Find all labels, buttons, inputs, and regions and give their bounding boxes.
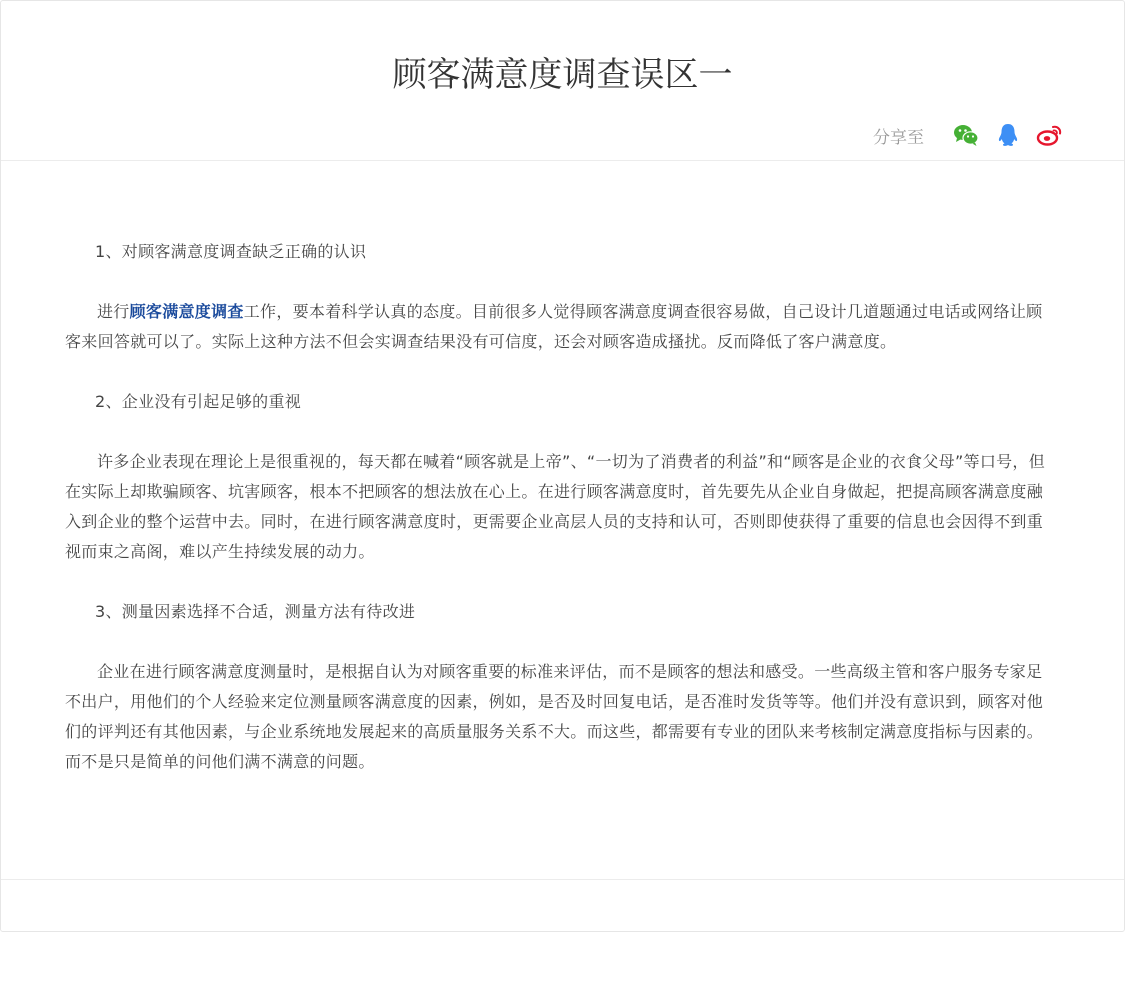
qq-icon[interactable]	[994, 121, 1022, 149]
section-heading: 3、测量因素选择不合适，测量方法有待改进	[95, 602, 416, 621]
section-paragraph: 许多企业表现在理论上是很重视的，每天都在喊着“顾客就是上帝”、“一切为了消费者的利益”和“顾客是企业的衣食父母”等口号，但在实际上却欺骗顾客、坑害顾客，根本不把顾客的想法放在心上。在进行顾客满意度时，首先要先从企业自身做起，把提高顾客满意度融入到企业的整个运营中去。同时，在进行顾客满意度时，更需要企业高层人员的支持和认可，否则即使获得了重要的信息也会因得不到重视而束之高阁，难以产生持续发展的动力。	[65, 452, 1046, 561]
article-title: 顾客满意度调查误区一	[392, 55, 733, 95]
article-header	[1, 1, 1124, 161]
paragraph-text: 进行	[97, 302, 130, 321]
share-bar	[873, 120, 1064, 150]
share-label: 分享至	[873, 127, 924, 148]
weibo-icon[interactable]	[1036, 121, 1064, 149]
section-heading: 2、企业没有引起足够的重视	[95, 392, 302, 411]
footer-divider	[1, 879, 1124, 880]
paragraph-text: 工作，要本着科学认真的态度。目前很多人觉得顾客满意度调查很容易做，自己设计几道题通过电话或网络让顾客来回答就可以了。实际上这种方法不但会实调查结果没有可信度，还会对顾客造成搔扰。反而降低了客户满意度。	[65, 302, 1043, 351]
section-paragraph: 企业在进行顾客满意度测量时，是根据自认为对顾客重要的标准来评估，而不是顾客的想法和感受。一些高级主管和客户服务专家足不出户，用他们的个人经验来定位测量顾客满意度的因素，例如，是否及时回复电话，是否准时发货等等。他们并没有意识到，顾客对他们的评判还有其他因素，与企业系统地发展起来的高质量服务关系不大。而这些，都需要有专业的团队来考核制定满意度指标与因素的。而不是只是简单的问他们满不满意的问题。	[65, 662, 1044, 771]
section-paragraph	[65, 297, 1057, 357]
wechat-icon[interactable]	[952, 121, 980, 149]
article-body	[65, 237, 1057, 807]
keyword-link[interactable]: 顾客满意度调查	[129, 302, 244, 321]
section-heading: 1、对顾客满意度调查缺乏正确的认识	[95, 242, 367, 261]
